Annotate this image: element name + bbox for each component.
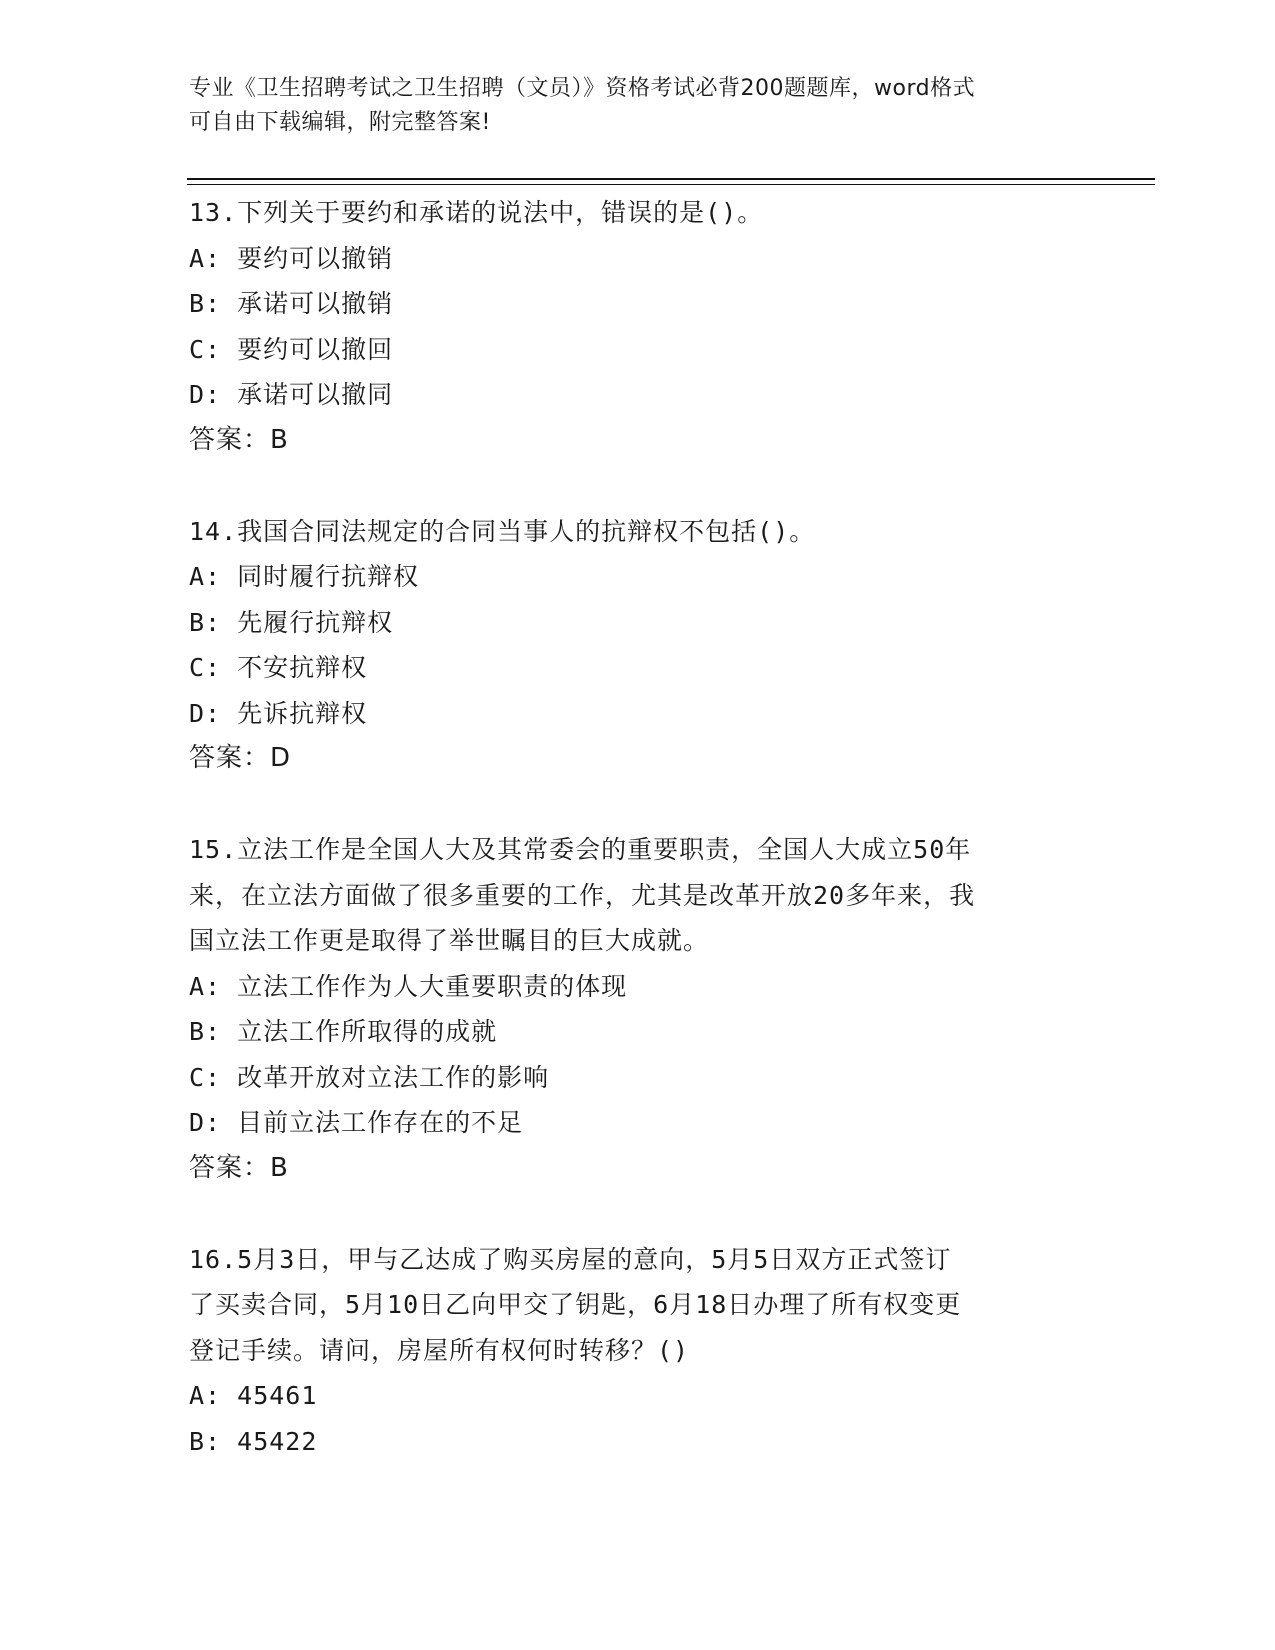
- question-13: [189, 190, 1089, 463]
- option-b: B: 45422: [189, 1426, 318, 1456]
- option-b: B: 先履行抗辩权: [189, 607, 394, 637]
- spacer: [189, 1191, 1089, 1237]
- question-16: [189, 1237, 1089, 1465]
- question-stem: 了买卖合同，5月10日乙向甲交了钥匙，6月18日办理了所有权变更: [189, 1290, 962, 1319]
- option-d: D: 承诺可以撤同: [189, 380, 394, 409]
- option-a: A: 要约可以撤销: [189, 243, 394, 273]
- answer: 答案：D: [189, 743, 292, 773]
- question-list: [189, 190, 1089, 1464]
- answer: 答案：B: [189, 1152, 289, 1183]
- spacer: [189, 463, 1089, 509]
- header-rule-thin: [187, 184, 1155, 185]
- question-stem: 13.下列关于要约和承诺的说法中，错误的是()。: [189, 198, 764, 227]
- option-d: D: 先诉抗辩权: [189, 698, 368, 728]
- question-stem: 15.立法工作是全国人大及其常委会的重要职责，全国人大成立50年: [189, 835, 972, 864]
- question-stem: 14.我国合同法规定的合同当事人的抗辩权不包括()。: [189, 516, 816, 546]
- question-15: [189, 827, 1089, 1191]
- header-line-1: 专业《卫生招聘考试之卫生招聘（文员）》资格考试必背200题题库，word格式: [189, 76, 976, 101]
- answer: 答案：B: [189, 424, 289, 455]
- spacer: [189, 782, 1089, 828]
- option-a: A: 同时履行抗辩权: [189, 562, 420, 591]
- question-stem: 来，在立法方面做了很多重要的工作，尤其是改革开放20多年来，我: [189, 880, 976, 910]
- question-stem: 登记手续。请问，房屋所有权何时转移？(): [189, 1335, 690, 1365]
- header-line-2: 可自由下载编辑，附完整答案!: [189, 110, 491, 135]
- question-stem: 国立法工作更是取得了举世瞩目的巨大成就。: [189, 926, 710, 955]
- header-rule-thick: [187, 178, 1155, 180]
- option-c: C: 不安抗辩权: [189, 653, 368, 682]
- question-stem: 16.5月3日，甲与乙达成了购买房屋的意向，5月5日双方正式签订: [189, 1244, 952, 1274]
- option-b: B: 立法工作所取得的成就: [189, 1017, 498, 1046]
- option-d: D: 目前立法工作存在的不足: [189, 1108, 524, 1137]
- document-header: [189, 72, 1069, 140]
- option-b: B: 承诺可以撤销: [189, 289, 394, 318]
- option-a: A: 45461: [189, 1381, 318, 1410]
- option-c: C: 改革开放对立法工作的影响: [189, 1062, 550, 1092]
- option-c: C: 要约可以撤回: [189, 334, 394, 364]
- question-14: [189, 509, 1089, 782]
- option-a: A: 立法工作作为人大重要职责的体现: [189, 971, 628, 1001]
